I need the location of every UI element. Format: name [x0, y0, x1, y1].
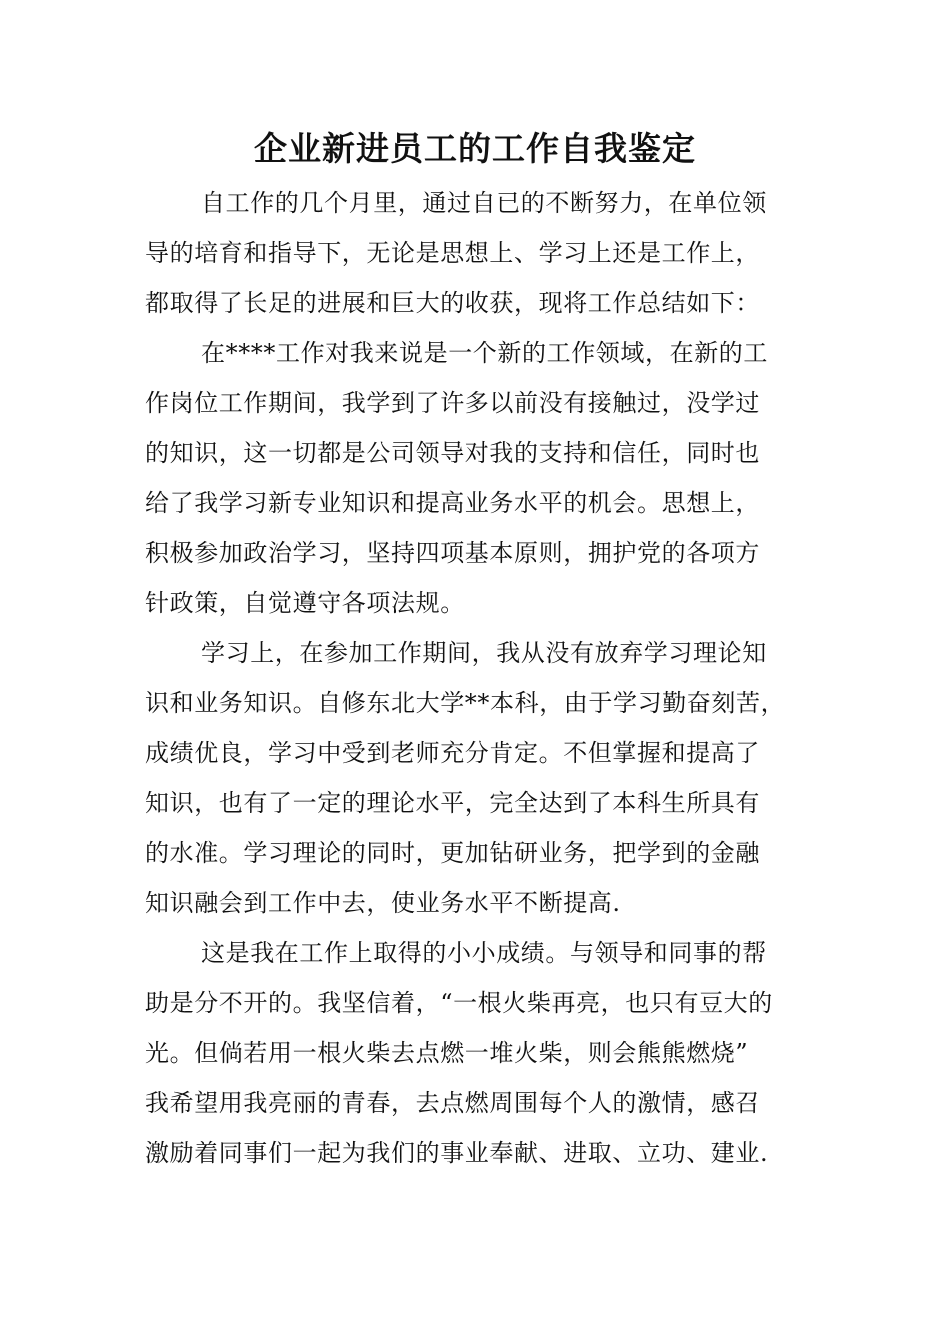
- document-body: [145, 178, 815, 1178]
- text-line: 都取得了长足的进展和巨大的收获，现将工作总结如下：: [145, 289, 760, 317]
- paragraph-3: [145, 628, 815, 928]
- text-line: 成绩优良，学习中受到老师充分肯定。不但掌握和提高了: [145, 739, 760, 767]
- text-line: 学习上，在参加工作期间，我从没有放弃学习理论知: [201, 639, 767, 667]
- text-line: 光。但倘若用一根火柴去点燃一堆火柴，则会熊熊燃烧”: [145, 1039, 749, 1067]
- text-line: 我希望用我亮丽的青春，去点燃周围每个人的激情，感召: [145, 1089, 760, 1117]
- paragraph-4: [145, 928, 815, 1178]
- text-line: 这是我在工作上取得的小小成绩。与领导和同事的帮: [201, 939, 767, 967]
- paragraph-1: [145, 178, 815, 328]
- text-line: 激励着同事们一起为我们的事业奉献、进取、立功、建业.: [145, 1139, 769, 1167]
- text-line: 积极参加政治学习，坚持四项基本原则，拥护党的各项方: [145, 539, 760, 567]
- paragraph-2: [145, 328, 815, 628]
- text-line: 助是分不开的。我坚信着，“一根火柴再亮，也只有豆大的: [145, 989, 773, 1017]
- text-line: 导的培育和指导下，无论是思想上、学习上还是工作上，: [145, 239, 760, 267]
- text-line: 给了我学习新专业知识和提高业务水平的机会。思想上，: [145, 489, 760, 517]
- text-line: 识和业务知识。自修东北大学**本科，由于学习勤奋刻苦，: [145, 689, 786, 717]
- text-line: 针政策，自觉遵守各项法规。: [145, 589, 465, 617]
- document-title: 企业新进员工的工作自我鉴定: [254, 129, 696, 168]
- text-line: 的水准。学习理论的同时，更加钻研业务，把学到的金融: [145, 839, 760, 867]
- text-line: 在****工作对我来说是一个新的工作领域，在新的工: [201, 339, 768, 367]
- text-line: 知识，也有了一定的理论水平，完全达到了本科生所具有: [145, 789, 760, 817]
- text-line: 知识融会到工作中去，使业务水平不断提高.: [145, 889, 621, 917]
- text-line: 作岗位工作期间，我学到了许多以前没有接触过，没学过: [145, 389, 760, 417]
- text-line: 自工作的几个月里，通过自已的不断努力，在单位领: [201, 189, 767, 217]
- text-line: 的知识，这一切都是公司领导对我的支持和信任，同时也: [145, 439, 760, 467]
